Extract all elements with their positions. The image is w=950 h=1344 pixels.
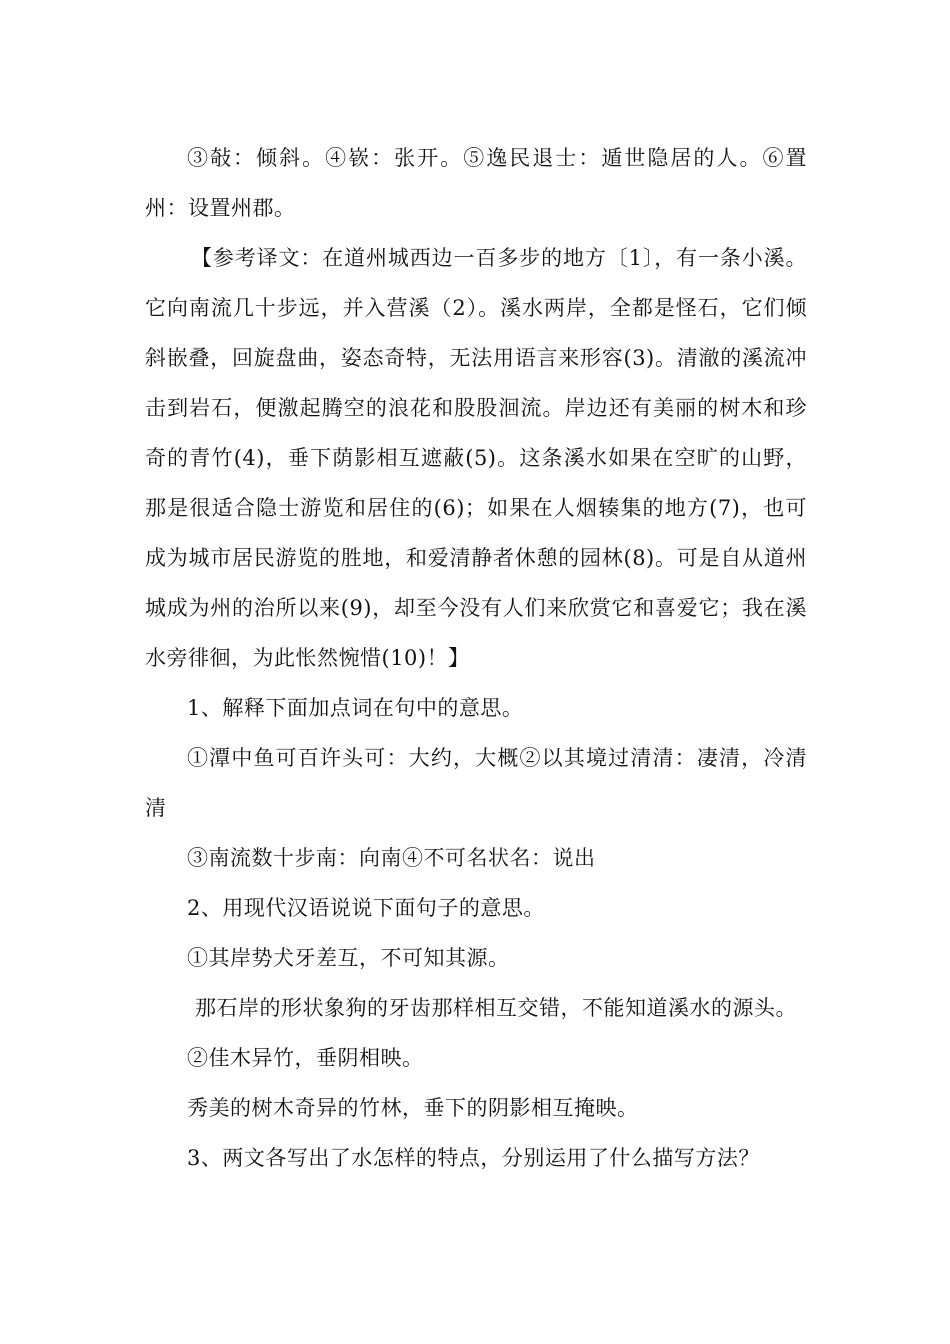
- question-3-heading: 3、两文各写出了水怎样的特点，分别运用了什么描写方法？: [187, 1146, 760, 1170]
- question-1-answer-b: ③南流数十步南：向南④不可名状名：说出: [187, 846, 596, 870]
- document-body: [145, 133, 807, 1183]
- question-2-translation-2: 秀美的树木奇异的竹林，垂下的阴影相互掩映。: [187, 1096, 639, 1120]
- reference-translation: 【参考译文：在道州城西边一百多步的地方〔1〕，有一条小溪。它向南流几十步远，并入营溪（2）。溪水两岸，全都是怪石，它们倾斜嵌叠，回旋盘曲，姿态奇特，无法用语言来形容(3)。清澈的溪流冲击到岩石，便激起腾空的浪花和股股洄流。岸边还有美丽的树木和珍奇的青竹(4)，垂下荫影相互遮蔽(5)。这条溪水如果在空旷的山野，那是很适合隐士游览和居住的(6)；如果在人烟辏集的地方(7)，也可成为城市居民游览的胜地，和爱清静者休憩的园林(8)。可是自从道州城成为州的治所以来(9)，却至今没有人们来欣赏它和喜爱它；我在溪水旁徘徊，为此怅然惋惜(10)！】: [145, 246, 807, 670]
- question-2-sentence-1: ①其岸势犬牙差互，不可知其源。: [187, 946, 510, 970]
- question-2-translation-1: 那石岸的形状象狗的牙齿那样相互交错，不能知道溪水的源头。: [195, 996, 797, 1020]
- annotation-paragraph: ③敧：倾斜。④嵚：张开。⑤逸民退士：遁世隐居的人。⑥置州：设置州郡。: [145, 146, 807, 220]
- question-1-answer-a: ①潭中鱼可百许头可：大约，大概②以其境过清清：凄清，冷清清: [145, 746, 807, 820]
- question-2-sentence-2: ②佳木异竹，垂阴相映。: [187, 1046, 424, 1070]
- question-1-heading: 1、解释下面加点词在句中的意思。: [187, 696, 524, 720]
- question-2-heading: 2、用现代汉语说说下面句子的意思。: [187, 896, 545, 920]
